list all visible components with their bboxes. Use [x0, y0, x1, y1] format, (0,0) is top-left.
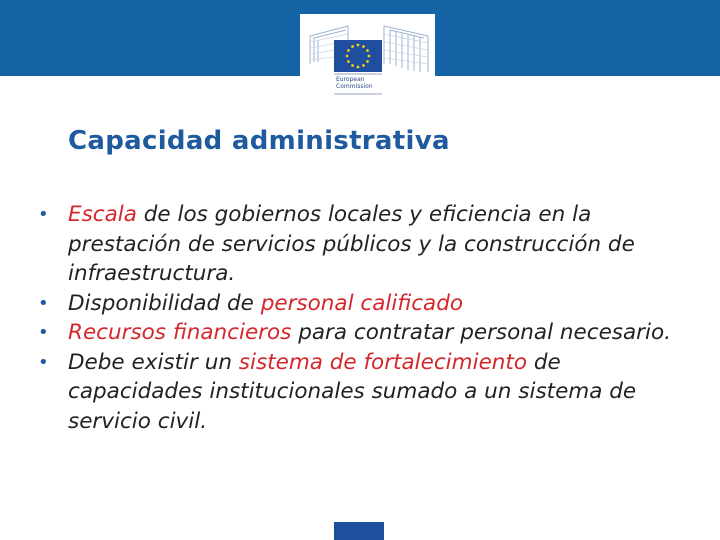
bullet-dot-icon: • [38, 351, 49, 373]
bullet-4-part-1: Debe existir un [68, 349, 239, 375]
bullet-1-part-2: de los gobiernos locales y eficiencia en la prestación de servicios públicos y la construcción de infraestructura. [68, 202, 635, 286]
bullet-list [38, 200, 688, 436]
bullet-item-1 [38, 200, 688, 289]
bullet-dot-icon: • [38, 292, 49, 314]
logo-label [336, 76, 373, 90]
european-commission-logo [300, 14, 435, 100]
bullet-2-part-1: Disponibilidad de [68, 290, 261, 316]
bullet-3-part-2: para contratar personal necesario. [291, 320, 671, 345]
bullet-item-2 [38, 289, 688, 319]
bullet-4-part-3: de capacidades institucionales sumado a un sistema de servicio civil. [68, 349, 637, 434]
logo-text-line1: European [336, 76, 365, 83]
bullet-2-part-2: personal calificado [260, 290, 464, 316]
page-title: Capacidad administrativa [68, 126, 450, 156]
bullet-1-part-1: Escala [68, 202, 137, 227]
bullet-dot-icon: • [38, 322, 49, 343]
bullet-dot-icon: • [38, 204, 49, 225]
logo-text-line2: Commission [336, 83, 373, 90]
bullet-3-part-1: Recursos financieros [68, 320, 292, 345]
bullet-item-4 [38, 348, 688, 437]
bullet-4-part-2: sistema de fortalecimiento [238, 349, 528, 375]
footer-mark [334, 522, 384, 540]
bullet-item-3 [38, 318, 688, 348]
